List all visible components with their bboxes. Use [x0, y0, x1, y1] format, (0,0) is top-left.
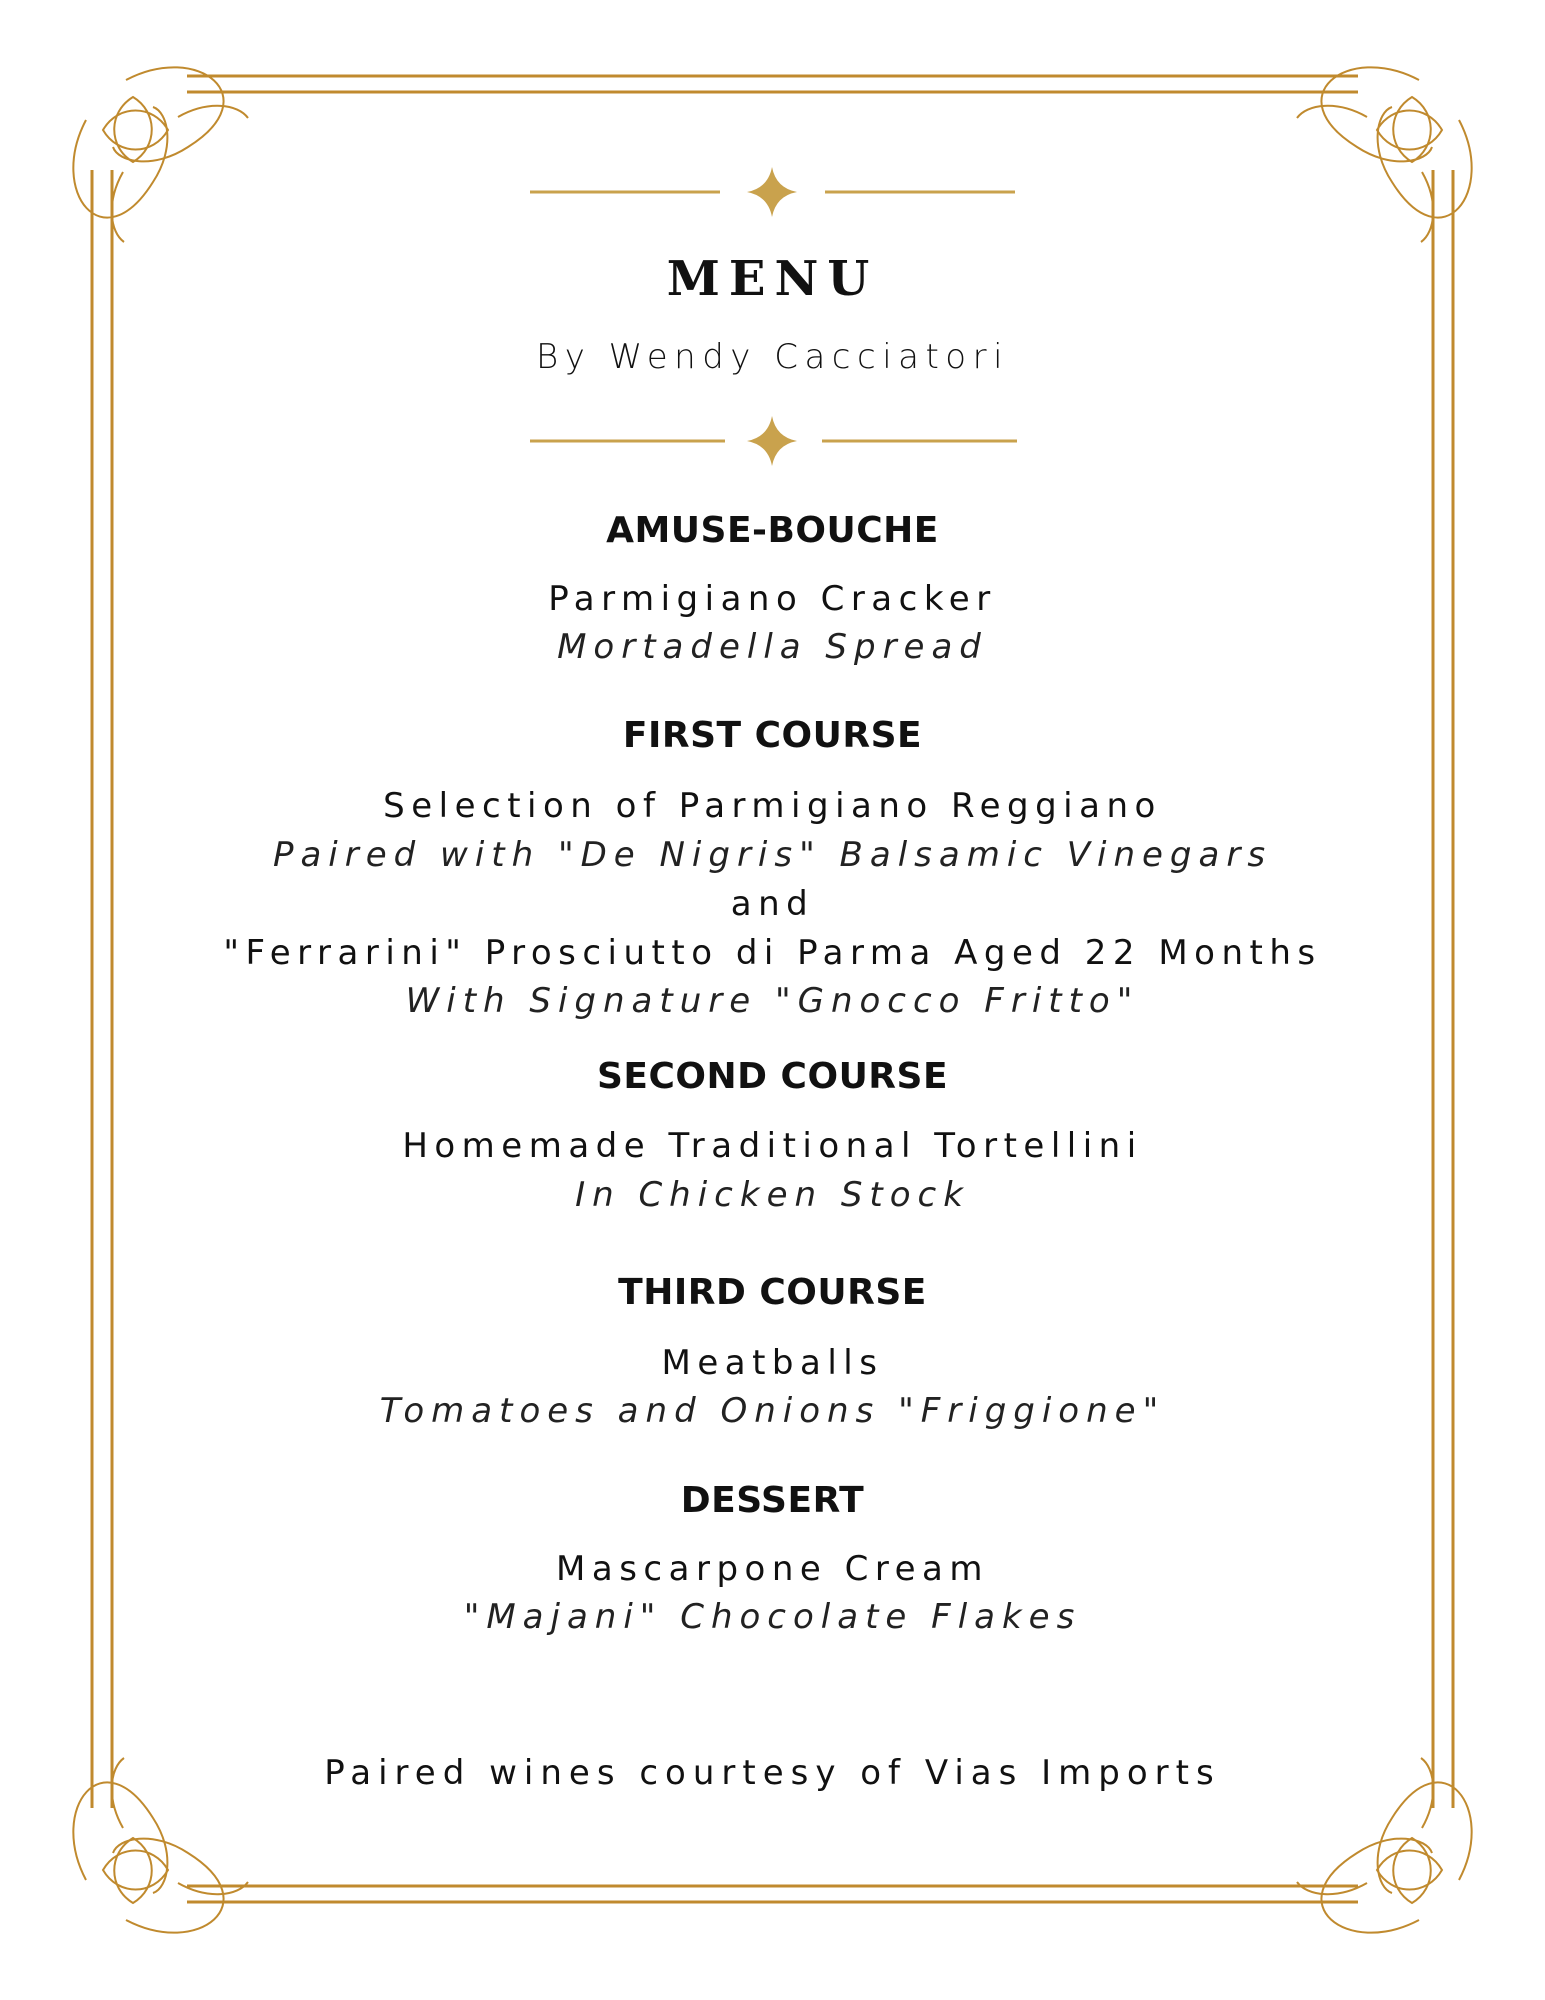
dish-name: Selection of Parmigiano Reggiano — [383, 786, 1162, 826]
dish-description: Tomatoes and Onions "Friggione" — [379, 1391, 1166, 1431]
dish-name: Parmigiano Cracker — [548, 579, 997, 619]
course-heading-first-course: FIRST COURSE — [622, 715, 923, 756]
dish-name: "Ferrarini" Prosciutto di Parma Aged 22 Months — [223, 933, 1322, 973]
course-heading-second-course: SECOND COURSE — [596, 1056, 949, 1097]
menu-byline: By Wendy Cacciatori — [535, 337, 1010, 377]
dish-description: "Majani" Chocolate Flakes — [463, 1597, 1082, 1637]
dish-name: Mascarpone Cream — [556, 1549, 989, 1589]
dish-description: Mortadella Spread — [557, 627, 988, 667]
dish-name: Meatballs — [661, 1343, 884, 1383]
course-heading-amuse-bouche: AMUSE-BOUCHE — [606, 510, 939, 551]
course-heading-dessert: DESSERT — [680, 1480, 865, 1521]
dish-description: With Signature "Gnocco Fritto" — [405, 981, 1140, 1021]
menu-footer: Paired wines courtesy of Vias Imports — [324, 1753, 1221, 1793]
course-heading-third-course: THIRD COURSE — [618, 1272, 927, 1313]
dish-description: Paired with "De Nigris" Balsamic Vinegars — [272, 835, 1273, 875]
dish-description: In Chicken Stock — [575, 1175, 970, 1215]
menu-title: MENU — [666, 251, 879, 307]
dish-name: Homemade Traditional Tortellini — [402, 1126, 1143, 1166]
dish-conjunction: and — [730, 884, 815, 924]
